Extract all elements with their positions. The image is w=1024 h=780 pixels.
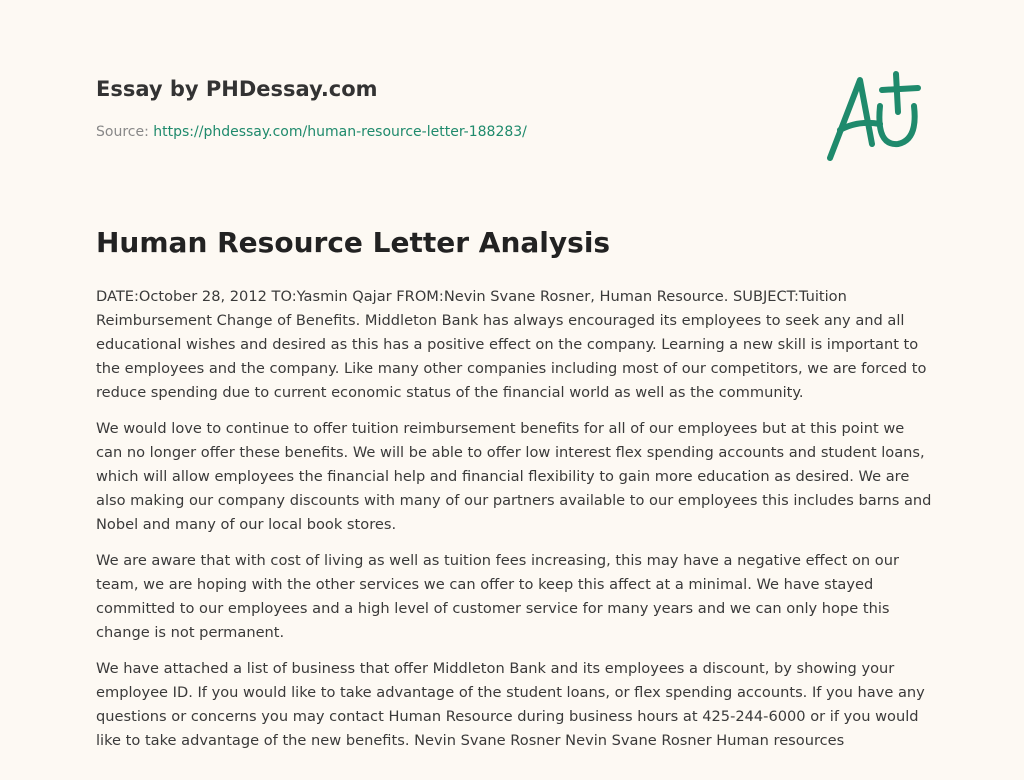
essay-body: [96, 285, 932, 765]
essay-paragraph: DATE:October 28, 2012 TO:Yasmin Qajar FROM:Nevin Svane Rosner, Human Resource. SUBJECT:Tuition Reimbursement Change of Benefits. Middleton Bank has always encouraged its employees to seek any and all educational wishes and desired as this has a positive effect on the company. Learning a new skill is important to the employees and the company. Like many other companies including most of our competitors, we are forced to reduce spending due to current economic status of the financial world as well as the community.: [96, 288, 927, 401]
a-plus-icon: [822, 66, 926, 166]
source-line: [96, 124, 527, 140]
brand-title: Essay by PHDessay.com: [96, 77, 378, 101]
essay-paragraph: We have attached a list of business that offer Middleton Bank and its employees a discount, by showing your employee ID. If you would like to take advantage of the student loans, or flex spending accounts. If you have any questions or concerns you may contact Human Resource during business hours at 425-244-6000 or if you would like to take advantage of the new benefits. Nevin Svane Rosner Nevin Svane Rosner Human resources: [96, 660, 925, 749]
essay-paragraph: We are aware that with cost of living as well as tuition fees increasing, this may have a negative effect on our team, we are hoping with the other services we can offer to keep this affect at a minimal. We have stayed committed to our employees and a high level of customer service for many years and we can only hope this change is not permanent.: [96, 552, 899, 641]
source-link[interactable]: https://phdessay.com/human-resource-letter-188283/: [153, 124, 527, 140]
essay-paragraph: We would love to continue to offer tuition reimbursement benefits for all of our employees but at this point we can no longer offer these benefits. We will be able to offer low interest flex spending accounts and student loans, which will allow employees the financial help and financial flexibility to gain more education as desired. We are also making our company discounts with many of our partners available to our employees this includes barns and Nobel and many of our local book stores.: [96, 420, 932, 533]
source-label: Source:: [96, 124, 154, 140]
essay-title: Human Resource Letter Analysis: [96, 226, 611, 259]
